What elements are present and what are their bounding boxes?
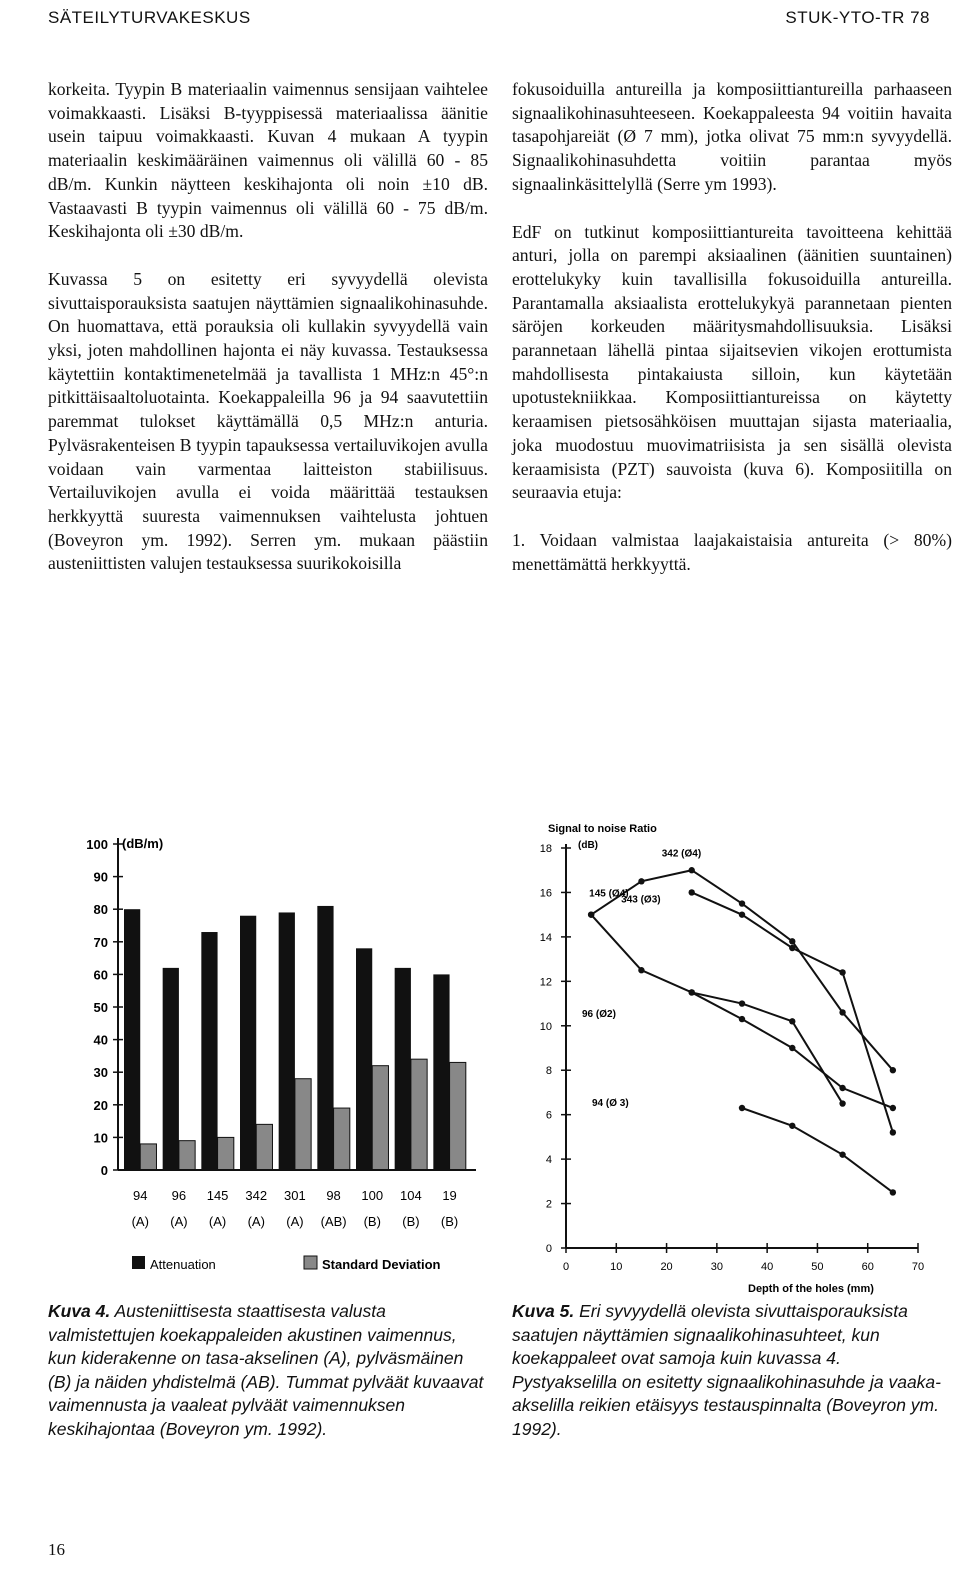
- attenuation-bar: [317, 906, 333, 1170]
- x-tick-label: 30: [710, 1261, 723, 1273]
- data-point: [839, 1085, 845, 1091]
- y-tick-label: 0: [545, 1243, 552, 1255]
- attenuation-bar: [356, 948, 372, 1170]
- data-point: [588, 911, 594, 917]
- attenuation-bar: [279, 912, 295, 1170]
- x-tick-label: 10: [610, 1261, 623, 1273]
- x-group-label: (AB): [320, 1214, 347, 1229]
- legend-label-std-dev: Standard Deviation: [322, 1257, 441, 1272]
- attenuation-bar: [124, 909, 140, 1170]
- y-tick-label: 40: [93, 1032, 108, 1048]
- figure-5-caption: [512, 1300, 948, 1441]
- y-tick-label: 12: [539, 976, 552, 989]
- std-dev-bar: [334, 1108, 350, 1170]
- std-dev-bar: [411, 1059, 427, 1170]
- chart-title: Signal to noise Ratio: [548, 823, 657, 835]
- data-point: [789, 1045, 795, 1051]
- x-axis-label: Depth of the holes (mm): [748, 1283, 874, 1295]
- x-tick-label: 60: [861, 1261, 874, 1273]
- x-group-label: (A): [170, 1214, 188, 1229]
- x-tick-label: 145: [206, 1188, 229, 1203]
- data-point: [638, 967, 644, 973]
- y-tick-label: 80: [93, 902, 108, 918]
- running-header-right: STUK-YTO-TR 78: [785, 8, 930, 27]
- paragraph: Kuvassa 5 on esitetty eri syvyydellä olevista sivuttaisporauksista saatujen näyttämien signaalikohinasuhde. On huomattava, että porauksia oli kullakin syvyydellä vain yksi, joten mahdollinen hajonta ei näy kuvassa. Testauksessa käytettiin kontaktimenetelmää ja tavallista 1 MHz:n 45°:n pitkittäisaaltoluotainta. Koekappaleilla 96 ja 94 saavutettiin paremmat tulokset käyttämällä 0,5 MHz:n anturia. Pylväsrakenteisen B tyypin tapauksessa vertailuvikojen avulla voidaan vain varmentaa laitteiston stabiilisuus. Vertailuvikojen avulla ei voida määrittää testauksen herkkyyttä suuresta vaimennuksen vaihtelusta johtuen (Boveyron ym. 1992). Serren ym. mukaan päästiin austeniittisten valujen testauksessa suurikokoisilla: [48, 268, 488, 574]
- x-group-label: (A): [247, 1214, 265, 1229]
- series-label: 94 (Ø 3): [592, 1098, 629, 1109]
- series-label: 342 (Ø4): [661, 848, 702, 860]
- caption-label: Kuva 4.: [48, 1301, 111, 1321]
- y-tick-label: 20: [93, 1097, 108, 1113]
- y-axis-label: (dB): [578, 840, 598, 851]
- y-tick-label: 50: [93, 1000, 108, 1015]
- data-point: [739, 911, 745, 917]
- x-tick-label: 50: [811, 1261, 824, 1273]
- left-column: [48, 78, 488, 600]
- data-point: [839, 1151, 845, 1157]
- legend-swatch-attenuation: [132, 1256, 145, 1269]
- y-tick-label: 16: [539, 887, 552, 900]
- series-label: 343 (Ø3): [621, 894, 661, 906]
- data-point: [789, 945, 795, 951]
- y-tick-label: 10: [93, 1130, 108, 1146]
- data-point: [789, 938, 795, 944]
- y-tick-label: 18: [539, 843, 552, 855]
- data-point: [789, 1018, 795, 1024]
- data-point: [739, 900, 745, 906]
- x-tick-label: 100: [361, 1188, 384, 1203]
- x-tick-label: 301: [284, 1188, 306, 1203]
- series-label: 145 (Ø4): [589, 888, 629, 900]
- attenuation-bar: [433, 974, 449, 1170]
- std-dev-bar: [372, 1066, 388, 1170]
- x-group-label: (A): [131, 1214, 149, 1229]
- caption-label: Kuva 5.: [512, 1301, 575, 1321]
- data-point: [890, 1189, 896, 1195]
- data-point: [789, 1123, 795, 1129]
- running-header-left: SÄTEILYTURVAKESKUS: [48, 8, 251, 27]
- data-point: [839, 1009, 845, 1015]
- series-line: [742, 1108, 893, 1192]
- data-point: [890, 1105, 896, 1111]
- x-tick-label: 19: [442, 1188, 457, 1203]
- data-point: [890, 1129, 896, 1135]
- x-tick-label: 20: [660, 1261, 673, 1273]
- paragraph: korkeita. Tyypin B materiaalin vaimennus sensijaan vaihtelee voimakkaasti. Lisäksi B-tyyppisessä materiaalissa äänitie usein taipuu voimakkaasti. Kuvan 4 mukaan A tyypin materiaalin keskimääräinen vaimennus oli välillä 60 - 85 dB/m. Kunkin näytteen keskihajonta oli noin ±10 dB. Vastaavasti B tyypin vaimennus oli välillä 60 - 75 dB/m. Keskihajonta oli ±30 dB/m.: [48, 79, 488, 242]
- std-dev-bar: [140, 1144, 156, 1170]
- figure-4-caption: [48, 1300, 488, 1441]
- x-tick-label: 70: [911, 1261, 925, 1273]
- right-column: [512, 78, 952, 600]
- x-tick-label: 104: [400, 1188, 422, 1203]
- paragraph: fokusoiduilla antureilla ja komposiittiantureilla parhaaseen signaalikohinasuhteeseen. Koekappaleesta 94 voitiin havaita tasapohjareiät (Ø 7 mm), jotka olivat 75 mm:n syvyydellä. Signaalikohinasuhdetta voitiin parantaa myös signaalinkäsittelyllä (Serre ym 1993).: [512, 79, 952, 194]
- y-tick-label: 30: [93, 1065, 108, 1081]
- y-axis-label: (dB/m): [122, 836, 164, 851]
- attenuation-bar: [163, 968, 179, 1170]
- x-group-label: (B): [440, 1214, 459, 1229]
- y-tick-label: 10: [539, 1020, 552, 1033]
- data-point: [739, 1016, 745, 1022]
- caption-text: Austeniittisesta staattisesta valusta valmistettujen koekappaleiden akustinen vaimennus, kun kiderakenne on tasa-akselinen (A), pylväsmäinen (B) ja näiden yhdistelmä (AB). Tummat pylväät kuvaavat vaimennusta ja vaaleat pylväät vaimennuksen keskihajontaa (Boveyron ym. 1992).: [48, 1301, 484, 1439]
- paragraph: EdF on tutkinut komposiittiantureita tavoitteena kehittää anturi, jolla on parempi aksiaalinen (äänitien suuntainen) erottelukyky kuin tavallisilla fokusoiduilla antureilla. Parantamalla aksiaalista erottelukykyä parannetaan pienten säröjen korkeuden määritysmahdollisuuksia. Lisäksi parannetaan lähellä pintaa sijaitsevien vikojen erottumista mahdollisesta pintakaiusta silloin, kun käytetään upotustekniikkaa. Komposiittiantureissa on käytetty keraamisen pietsosähköisen muuttajan sijasta materiaalia, joka muodostuu muovimatriisista ja sen sisällä olevista keraamisista (PZT) sauvoista (kuva 6). Komposiitilla on seuraavia etuja:: [512, 221, 952, 503]
- legend-swatch-std-dev: [304, 1256, 317, 1269]
- y-tick-label: 100: [86, 837, 108, 852]
- x-group-label: (B): [402, 1214, 420, 1229]
- data-point: [890, 1067, 896, 1073]
- y-tick-label: 0: [100, 1163, 108, 1178]
- y-tick-label: 14: [539, 931, 552, 944]
- data-point: [689, 989, 695, 995]
- data-point: [739, 1000, 745, 1006]
- x-tick-label: 94: [133, 1188, 148, 1203]
- y-tick-label: 60: [93, 967, 108, 983]
- attenuation-bar: [240, 916, 256, 1170]
- x-tick-label: 0: [562, 1261, 570, 1273]
- figure-5-snr-chart: [508, 818, 948, 1296]
- std-dev-bar: [218, 1137, 234, 1170]
- data-point: [839, 969, 845, 975]
- series-label: 96 (Ø2): [582, 1009, 616, 1021]
- data-point: [689, 889, 695, 895]
- data-point: [638, 878, 644, 884]
- x-group-label: (B): [363, 1214, 381, 1229]
- x-tick-label: 342: [245, 1188, 268, 1203]
- caption-text: Eri syvyydellä olevista sivuttaisporauksista saatujen näyttämien signaalikohinasuhteet, kun koekappaleet ovat samoja kuin kuvassa 4. Pystyakselilla on esitetty signaalikohinasuhde ja vaaka-akselilla reikien etäisyys testauspinnalta (Boveyron ym. 1992).: [512, 1301, 941, 1439]
- std-dev-bar: [256, 1124, 272, 1170]
- bar-chart: [36, 818, 492, 1296]
- list-item: 1. Voidaan valmistaa laajakaistaisia antureita (> 80%) menettämättä herkkyyttä.: [512, 529, 952, 574]
- y-tick-label: 8: [545, 1065, 552, 1078]
- y-tick-label: 90: [93, 869, 108, 885]
- x-tick-label: 40: [761, 1261, 774, 1273]
- line-chart: [508, 818, 948, 1296]
- x-tick-label: 98: [326, 1188, 341, 1203]
- data-point: [739, 1105, 745, 1111]
- data-point: [839, 1100, 845, 1106]
- data-point: [689, 867, 695, 873]
- x-group-label: (A): [286, 1214, 304, 1229]
- std-dev-bar: [179, 1141, 195, 1170]
- y-tick-label: 6: [545, 1109, 552, 1122]
- figure-4-attenuation-chart: [36, 818, 492, 1296]
- y-tick-label: 2: [545, 1198, 552, 1211]
- attenuation-bar: [201, 932, 217, 1170]
- x-group-label: (A): [208, 1214, 227, 1229]
- std-dev-bar: [295, 1079, 311, 1170]
- std-dev-bar: [450, 1062, 466, 1170]
- series-line: [591, 915, 842, 1104]
- y-tick-label: 4: [545, 1154, 552, 1167]
- page-number: 16: [48, 1540, 65, 1559]
- x-tick-label: 96: [171, 1188, 187, 1203]
- legend-label-attenuation: Attenuation: [150, 1257, 216, 1272]
- attenuation-bar: [395, 968, 411, 1170]
- y-tick-label: 70: [93, 934, 108, 950]
